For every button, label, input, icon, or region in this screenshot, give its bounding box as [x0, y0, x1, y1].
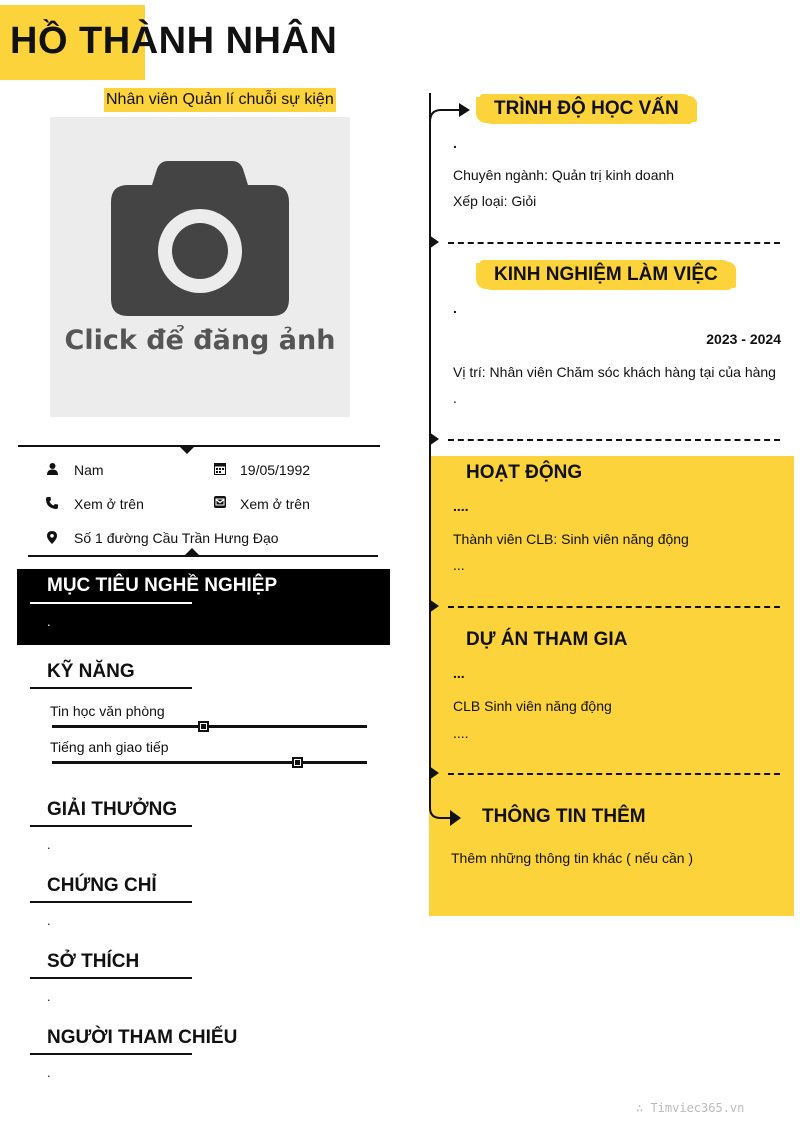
skill-name[interactable]: Tiếng anh giao tiếp — [50, 739, 169, 755]
timeline-marker — [429, 235, 439, 249]
certificates-title: CHỨNG CHỈ — [47, 875, 157, 896]
education-rank[interactable]: Xếp loại: Giỏi — [453, 193, 537, 209]
gender-value[interactable]: Nam — [74, 462, 104, 478]
skills-title: KỸ NĂNG — [47, 661, 135, 682]
skill-name[interactable]: Tin học văn phòng — [50, 703, 165, 719]
photo-upload[interactable] — [50, 117, 350, 417]
section-divider — [448, 242, 780, 244]
timeline-marker — [429, 599, 439, 613]
experience-company[interactable]: . — [453, 300, 457, 316]
career-goal-title: MỤC TIÊU NGHỀ NGHIỆP — [47, 575, 278, 596]
photo-upload-label: Click để đăng ảnh — [64, 325, 336, 356]
experience-description[interactable]: . — [453, 390, 457, 406]
career-goal-underline — [30, 602, 192, 604]
info-top-divider — [18, 445, 380, 447]
additional-content[interactable]: Thêm những thông tin khác ( nếu cần ) — [451, 850, 694, 866]
email-icon — [213, 495, 227, 509]
timeline-marker — [429, 766, 439, 780]
highlight-panel — [429, 456, 794, 916]
info-bottom-divider — [28, 555, 378, 557]
section-divider — [448, 606, 780, 608]
watermark — [636, 1101, 744, 1115]
birthday-value[interactable]: 19/05/1992 — [240, 462, 311, 478]
email-value[interactable]: Xem ở trên — [240, 496, 310, 512]
section-divider — [448, 439, 780, 441]
candidate-name[interactable]: HỒ THÀNH NHÂN — [10, 20, 338, 62]
skills-underline — [30, 687, 192, 689]
projects-description[interactable]: .... — [453, 725, 469, 741]
job-title[interactable]: Nhân viên Quản lí chuỗi sự kiện — [104, 88, 336, 112]
watermark-text: Timviec365.vn — [650, 1101, 745, 1115]
calendar-icon — [213, 461, 227, 475]
additional-title: THÔNG TIN THÊM — [482, 806, 646, 827]
skill-bar-handle[interactable] — [292, 757, 303, 768]
projects-title: DỰ ÁN THAM GIA — [466, 629, 628, 650]
references-underline — [30, 1053, 192, 1055]
awards-content[interactable]: . — [47, 837, 51, 852]
awards-underline — [30, 825, 192, 827]
info-top-pointer — [179, 446, 195, 454]
arrow-right-icon — [429, 98, 471, 124]
education-title: TRÌNH ĐỘ HỌC VẤN — [480, 94, 693, 124]
projects-name[interactable]: ... — [453, 665, 465, 681]
certificates-underline — [30, 901, 192, 903]
location-pin-icon — [45, 530, 59, 544]
skill-bar-track — [52, 725, 367, 728]
references-title: NGƯỜI THAM CHIẾU — [47, 1027, 238, 1048]
education-school[interactable]: . — [453, 135, 457, 151]
user-icon — [45, 462, 59, 476]
arrow-right-icon — [429, 790, 463, 830]
activities-org[interactable]: .... — [453, 498, 469, 514]
experience-position[interactable]: Vị trí: Nhân viên Chăm sóc khách hàng tại của hàng — [453, 364, 776, 380]
awards-title: GIẢI THƯỞNG — [47, 799, 178, 820]
watermark-icon: ∴ — [636, 1101, 651, 1115]
hobbies-underline — [30, 977, 192, 979]
references-content[interactable]: . — [47, 1065, 51, 1080]
timeline-line — [429, 93, 431, 805]
skill-bar-track — [52, 761, 367, 764]
experience-title: KINH NGHIỆM LÀM VIỆC — [480, 260, 732, 290]
activities-description[interactable]: ... — [453, 557, 465, 573]
skill-bar-handle[interactable] — [198, 721, 209, 732]
experience-period[interactable]: 2023 - 2024 — [706, 331, 781, 347]
projects-detail[interactable]: CLB Sinh viên năng động — [453, 698, 612, 714]
hobbies-content[interactable]: . — [47, 989, 51, 1004]
career-goal-content[interactable]: . — [47, 614, 51, 629]
section-divider — [448, 773, 780, 775]
phone-value[interactable]: Xem ở trên — [74, 496, 144, 512]
activities-title: HOẠT ĐỘNG — [466, 462, 583, 483]
education-major[interactable]: Chuyên ngành: Quản trị kinh doanh — [453, 167, 675, 183]
timeline-marker — [429, 432, 439, 446]
certificates-content[interactable]: . — [47, 913, 51, 928]
address-value[interactable]: Số 1 đường Cầu Trần Hưng Đạo — [74, 530, 279, 546]
hobbies-title: SỞ THÍCH — [47, 951, 140, 972]
phone-icon — [45, 496, 59, 510]
activities-role[interactable]: Thành viên CLB: Sinh viên năng động — [453, 531, 689, 547]
camera-icon — [110, 161, 290, 321]
